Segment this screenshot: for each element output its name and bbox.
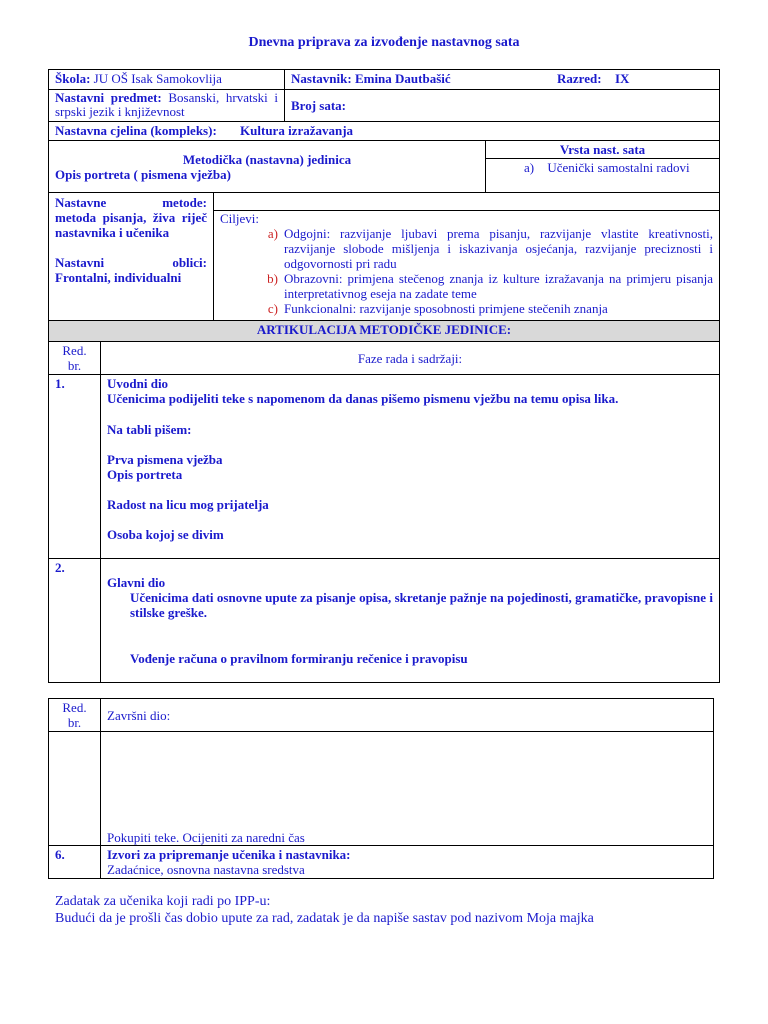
ipp-line1: Zadatak za učenika koji radi po IPP-u:	[55, 894, 271, 909]
ipp-line2: Budući da je prošli čas dobio upute za rad, zadatak je da napiše sastav pod nazivom Moja majka	[55, 911, 594, 926]
jedinica-value: Opis portreta ( pismena vježba)	[55, 166, 231, 182]
zavrsni-heading: Završni dio:	[101, 699, 714, 732]
metode-label: Nastavne metode:	[55, 195, 207, 210]
row1-content	[101, 375, 720, 559]
row1-line3: Prva pismena vježba	[107, 452, 223, 467]
skola-value: JU OŠ Isak Samokovlija	[93, 71, 222, 86]
metode-table	[48, 192, 720, 321]
razred-label: Razred:	[557, 71, 602, 86]
zavrsni-table	[48, 698, 714, 879]
skola-cell	[49, 70, 285, 90]
razred-value: IX	[615, 71, 630, 86]
broj-sata-label: Broj sata:	[291, 98, 347, 113]
oblici-value: Frontalni, individualni	[55, 270, 182, 285]
vrsta-label: Vrsta nast. sata	[486, 141, 719, 159]
row2-line1: Učenicima dati osnovne upute za pisanje opisa, skretanje pažnje na pojedinosti, gramatičke, pravopisne i stilske greške.	[130, 590, 713, 620]
row1-line4: Opis portreta	[107, 467, 183, 482]
row1-line5: Radost na licu mog prijatelja	[107, 497, 269, 512]
cilj-marker: a)	[267, 226, 278, 241]
faze-header: Faze rada i sadržaji:	[101, 342, 720, 375]
row6-content	[101, 846, 714, 879]
ciljevi-list	[220, 226, 713, 316]
predmet-label: Nastavni predmet:	[55, 90, 162, 105]
predmet-cell	[49, 90, 285, 122]
row2-content	[101, 559, 720, 683]
broj-sata-cell	[285, 90, 720, 122]
zavrsni-red-br-header: Red. br.	[49, 699, 101, 732]
red-br-header: Red. br.	[49, 342, 101, 375]
vrsta-value-row	[486, 159, 719, 175]
row6-value: Zadaćnice, osnovna nastavna sredstva	[107, 862, 305, 877]
skola-label: Škola:	[55, 71, 91, 86]
ciljevi-cell	[214, 211, 720, 321]
cilj-marker: b)	[267, 271, 278, 286]
cilj-marker: c)	[267, 301, 278, 316]
cjelina-cell	[49, 122, 720, 141]
metode-cell	[49, 193, 214, 321]
predmet-value: Bosanski, hrvatski i srpski jezik i književnost	[55, 90, 278, 119]
row1-line2: Na tabli pišem:	[107, 422, 192, 437]
cilj-text: Odgojni: razvijanje ljubavi prema pisanju, razvijanje vlastite kreativnosti, razvijanje slobode mišljenja i iskazivanja osjećanja, razvijanje preciznosti i odgovornosti pri radu	[284, 226, 713, 271]
cilj-text: Funkcionalni: razvijanje sposobnosti primjene stečenih znanja	[284, 301, 608, 316]
artikulacija-table	[48, 320, 720, 683]
metode-value: metoda pisanja, živa riječ nastavnika i učenika	[55, 210, 207, 240]
artikulacija-heading: ARTIKULACIJA METODIČKE JEDINICE:	[49, 321, 720, 342]
cilj-item	[256, 226, 713, 271]
jedinica-cell	[49, 141, 486, 193]
vrsta-cell	[486, 141, 720, 193]
row6-title: Izvori za pripremanje učenika i nastavnika:	[107, 847, 351, 862]
metode-empty-cell	[214, 193, 720, 211]
document-title: Dnevna priprava za izvođenje nastavnog sata	[248, 35, 520, 50]
row1-title: Uvodni dio	[107, 376, 169, 391]
row2-title: Glavni dio	[107, 575, 166, 590]
header-table	[48, 69, 720, 193]
nastavnik-razred-cell	[285, 70, 720, 90]
row2-line2: Vođenje računa o pravilnom formiranju rečenice i pravopisu	[130, 651, 468, 666]
cilj-item	[256, 271, 713, 301]
jedinica-label: Metodička (nastavna) jedinica	[182, 151, 352, 167]
oblici-label: Nastavni oblici:	[55, 255, 207, 270]
ciljevi-label: Ciljevi:	[220, 211, 259, 226]
vrsta-marker: a)	[524, 160, 535, 175]
row1-line1: Učenicima podijeliti teke s napomenom da danas pišemo pismenu vježbu na temu opisa lika.	[107, 391, 619, 406]
zavrsni-num-cell	[49, 732, 101, 846]
cilj-item	[256, 301, 713, 316]
row6-num: 6.	[49, 846, 101, 879]
cilj-text: Obrazovni: primjena stečenog znanja iz kulture izražavanja na primjeru pisanja interpretativnog eseja na zadate teme	[284, 271, 713, 301]
ipp-note	[55, 893, 594, 927]
cjelina-label: Nastavna cjelina (kompleks):	[55, 123, 217, 138]
cjelina-value: Kultura izražavanja	[240, 123, 354, 138]
zavrsni-text: Pokupiti teke. Ocijeniti za naredni čas	[101, 732, 714, 846]
row1-num: 1.	[49, 375, 101, 559]
nastavnik-label: Nastavnik:	[291, 71, 352, 86]
vrsta-value: Učenički samostalni radovi	[547, 160, 690, 175]
row2-num: 2.	[49, 559, 101, 683]
row1-line6: Osoba kojoj se divim	[107, 527, 224, 542]
nastavnik-value: Emina Dautbašić	[354, 71, 451, 86]
